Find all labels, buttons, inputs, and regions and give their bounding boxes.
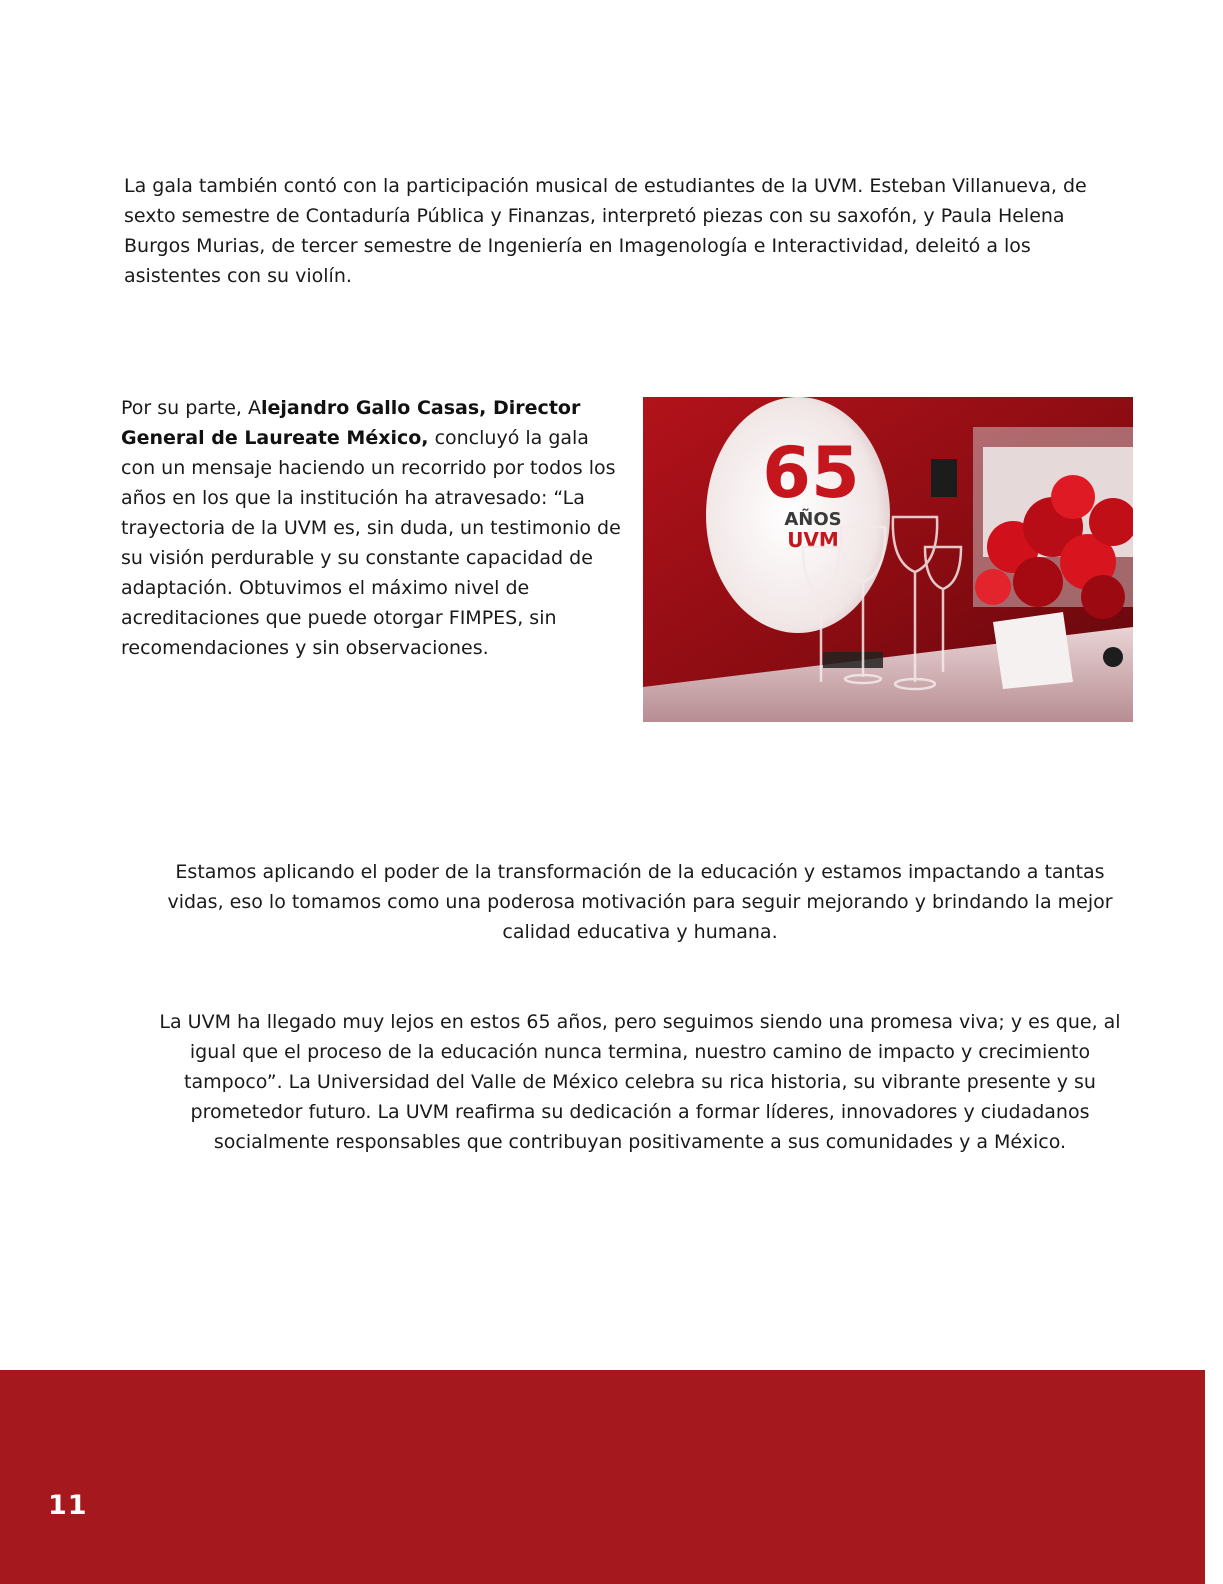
director-name-bold: lejandro Gallo Casas, Director General de Laureate México, <box>121 397 581 449</box>
paragraph-transformation: Estamos aplicando el poder de la transformación de la educación y estamos impactando a tantas vidas, eso lo tomamos como una poderosa motivación para seguir mejorando y brindando la mejor calidad educativa y humana. <box>167 861 1113 943</box>
paragraph-musical-participation: La gala también contó con la participación musical de estudiantes de la UVM. Esteban Villanueva, de sexto semestre de Contaduría Pública y Finanzas, interpretó piezas con su saxofón, y Paula Helena Burgos Murias, de tercer semestre de Ingeniería en Imagenología e Interactividad, deleitó a los asistentes con su violín. <box>124 175 1087 287</box>
paragraph-conclusion: La UVM ha llegado muy lejos en estos 65 años, pero seguimos siendo una promesa viva; y es que, al igual que el proceso de la educación nunca termina, nuestro camino de impacto y crecimiento tampoco”. La Universidad del Valle de México celebra su rica historia, su vibrante presente y su prometedor futuro. La UVM reafirma su dedicación a formar líderes, innovadores y ciudadanos socialmente responsables que contribuyan positivamente a sus comunidades y a México. <box>159 1011 1121 1153</box>
page-number: 11 <box>48 1490 88 1521</box>
logo-word-anos: AÑOS <box>784 509 842 530</box>
logo-word-uvm: UVM <box>787 528 839 552</box>
gala-photo <box>643 397 1133 722</box>
paragraph-director-message <box>121 393 621 663</box>
gala-photo-illustration <box>643 397 1133 722</box>
footer-band <box>0 1370 1205 1584</box>
paragraph-rest: concluyó la gala con un mensaje haciendo un recorrido por todos los años en los que la institución ha atravesado: “La trayectoria de la UVM es, sin duda, un testimonio de su visión perdurable y su constante capacidad de adaptación. Obtuvimos el máximo nivel de acreditaciones que puede otorgar FIMPES, sin recomendaciones y sin observaciones. <box>121 427 621 659</box>
paragraph-intro: Por su parte, A <box>121 397 261 419</box>
logo-number: 65 <box>762 432 860 514</box>
